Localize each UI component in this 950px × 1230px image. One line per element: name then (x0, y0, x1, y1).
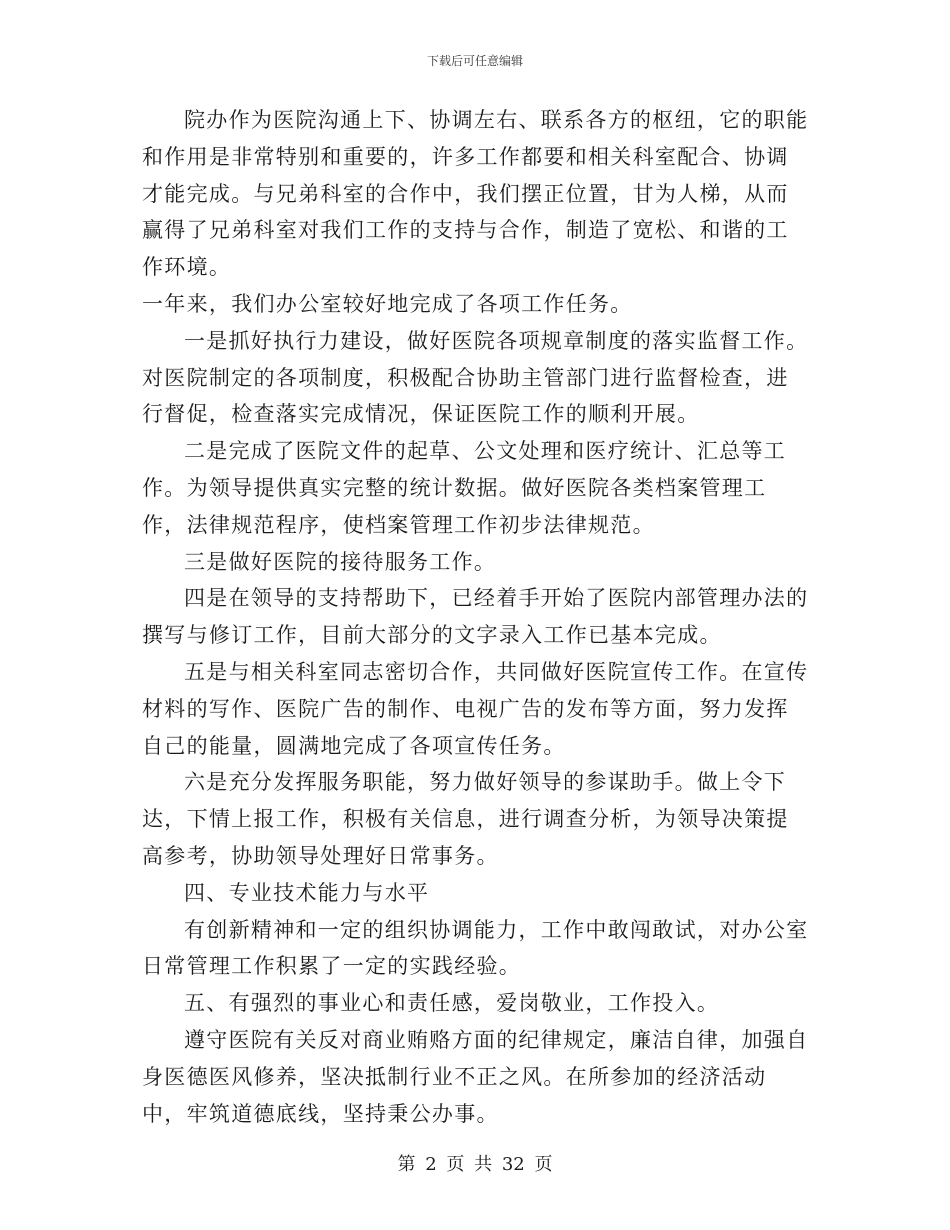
paragraph-integrity: 遵守医院有关反对商业贿赂方面的纪律规定，廉洁自律，加强自身医德医风修养，坚决抵制行业不正之风。在所参加的经济活动中，牢筑道德底线，坚持秉公办事。 (142, 1027, 809, 1126)
paragraph-innovation: 有创新精神和一定的组织协调能力，工作中敢闯敢试，对办公室日常管理工作积累了一定的实践经验。 (142, 917, 809, 979)
paragraph-item-two: 二是完成了医院文件的起草、公文处理和医疗统计、汇总等工作。为领导提供真实完整的统计数据。做好医院各类档案管理工作，法律规范程序，使档案管理工作初步法律规范。 (142, 439, 787, 537)
page-number-footer: 第 2 页 共 32 页 (397, 1154, 553, 1175)
document-body (142, 102, 810, 1132)
paragraph-item-four: 四是在领导的支持帮助下，已经着手开始了医院内部管理办法的撰写与修订工作，目前大部分的文字录入工作已基本完成。 (142, 586, 809, 648)
paragraph-item-one: 一是抓好执行力建设，做好医院各项规章制度的落实监督工作。对医院制定的各项制度，积极配合协助主管部门进行监督检查，进行督促，检查落实完成情况，保证医院工作的顺利开展。 (142, 328, 809, 427)
section-heading-four: 四、专业技术能力与水平 (184, 880, 430, 905)
paragraph-office-role: 院办作为医院沟通上下、协调左右、联系各方的枢纽，它的职能和作用是非常特别和重要的，许多工作都要和相关科室配合、协调才能完成。与兄弟科室的合作中，我们摆正位置，甘为人梯，从而赢得了兄弟科室对我们工作的支持与合作，制造了宽松、和谐的工作环境。 (142, 108, 809, 280)
paragraph-item-three: 三是做好医院的接待服务工作。 (184, 549, 497, 574)
section-heading-five: 五、有强烈的事业心和责任感，爱岗敬业，工作投入。 (184, 991, 720, 1016)
paragraph-year-summary: 一年来，我们办公室较好地完成了各项工作任务。 (142, 291, 633, 316)
page-header-note: 下载后可任意编辑 (426, 54, 523, 68)
paragraph-item-six: 六是充分发挥服务职能，努力做好领导的参谋助手。做上令下达，下情上报工作，积极有关信息，进行调查分析，为领导决策提高参考，协助领导处理好日常事务。 (142, 770, 789, 868)
paragraph-item-five: 五是与相关科室同志密切合作，共同做好医院宣传工作。在宣传材料的写作、医院广告的制作、电视广告的发布等方面，努力发挥自己的能量，圆满地完成了各项宣传任务。 (142, 659, 809, 758)
